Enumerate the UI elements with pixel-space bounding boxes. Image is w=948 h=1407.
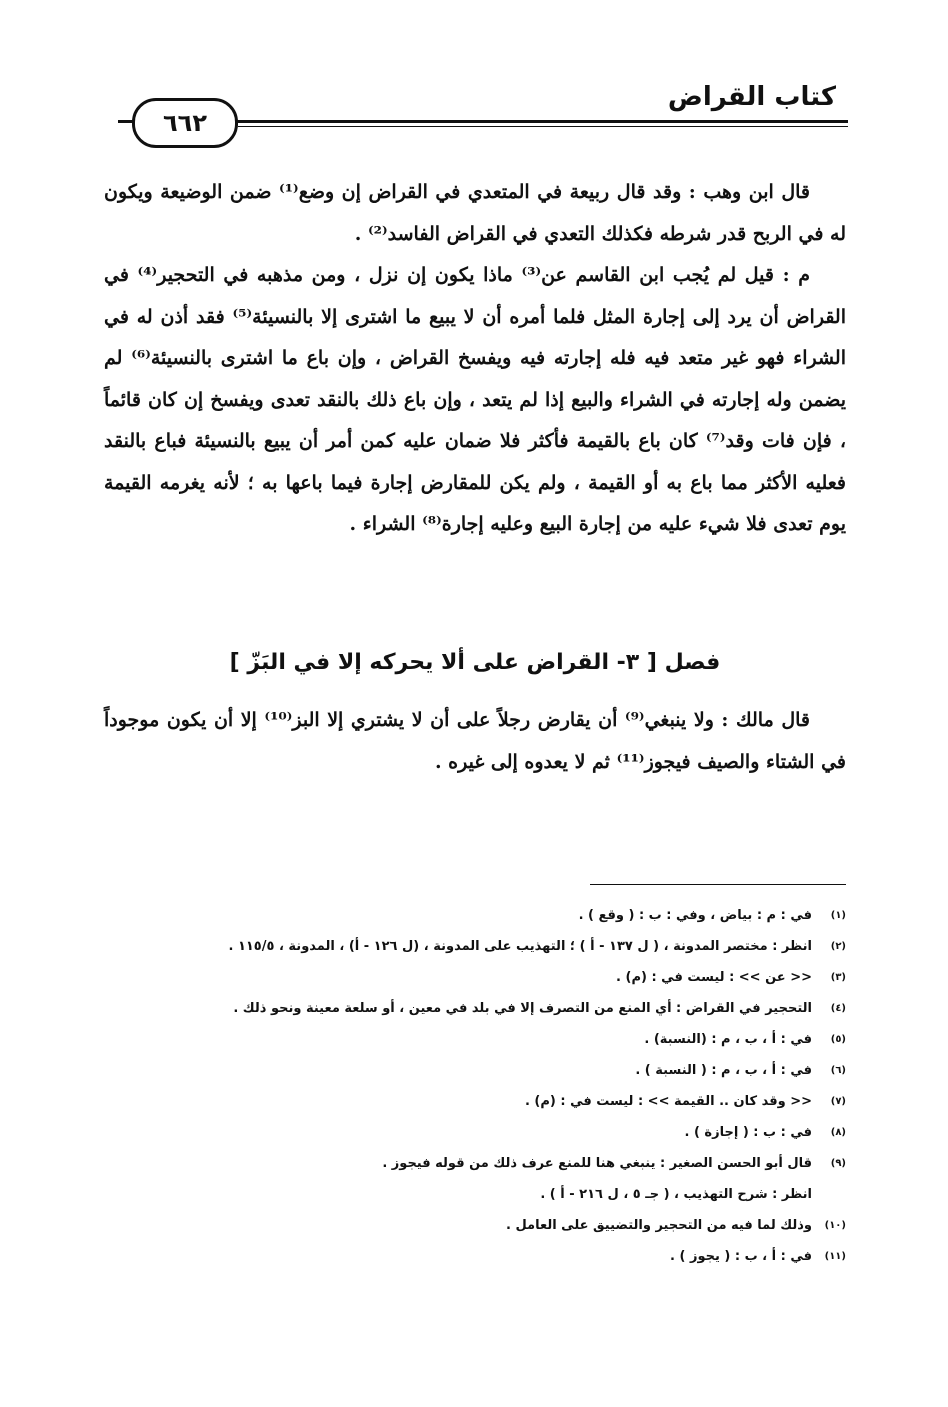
footnote-text: وذلك لما فيه من التحجير والتضييق على العامل . xyxy=(505,1218,812,1233)
footnote-number: (٤) xyxy=(830,1003,846,1014)
book-title: كتاب القراض xyxy=(662,82,842,112)
footnote-text: قال أبو الحسن الصغير : ينبغي هنا للمنع عرف ذلك من قوله فيجوز . xyxy=(382,1156,812,1171)
footnote-text: التحجير في القراض : أي المنع من التصرف إلا في بلد في معين ، أو سلعة معينة ونحو ذلك . xyxy=(233,1001,812,1016)
paragraph: م : قيل لم يُجب ابن القاسم عن⁽³⁾ ماذا يكون إن نزل ، ومن مذهبه في التحجير⁽⁴⁾ في القراض أن يرد إلى إجارة المثل فلما أمره أن لا يبيع ما اشترى إلا بالنسيئة⁽⁵⁾ فقد أذن له في الشراء فهو غير متعد فيه فله إجارته فيه ويفسخ القراض ، وإن باع ما اشترى بالنسيئة⁽⁶⁾ لم يضمن وله إجارته في الشراء والبيع إذا لم يتعد ، وإن باع ذلك بالنقد تعدى ويفسخ إن كان قائماً ، فإن فات وقد⁽⁷⁾ كان باع بالقيمة فأكثر فلا ضمان عليه كمن أمر أن يبيع بالنسيئة فباع بالنقد فعليه الأكثر مما باع به أو القيمة ، ولم يكن للمقارض إجارة فيما باعها به ؛ لأنه يغرمه القيمة يوم تعدى فلا شيء عليه من إجارة البيع وعليه إجارة⁽⁸⁾ الشراء . xyxy=(104,264,847,535)
footnote-number: (١٠) xyxy=(824,1220,846,1231)
footnote-text: في : أ ، ب ، م : (النسبة) . xyxy=(644,1032,812,1047)
footnote-text: في : أ ، ب ، م : ( النسبة ) . xyxy=(635,1063,812,1078)
footnote-text: << وقد كان .. القيمة >> : ليست في : (م) . xyxy=(524,1094,812,1109)
paragraph: قال ابن وهب : وقد قال ربيعة في المتعدي في القراض إن وضع⁽¹⁾ ضمن الوضيعة ويكون له في الربح قدر شرطه فكذلك التعدي في القراض الفاسد⁽²⁾ . xyxy=(104,181,846,245)
section-text xyxy=(104,700,846,783)
footnote xyxy=(110,1241,846,1272)
page-header xyxy=(118,82,848,152)
footnote xyxy=(110,1210,846,1241)
section-heading: فصل [ ٣- القراض على ألا يحركه إلا في البَزّ ] xyxy=(229,650,721,675)
footnote-text: في : أ ، ب : ( يجوز ) . xyxy=(670,1249,812,1264)
footnote xyxy=(110,1117,846,1148)
footnote-number: (٥) xyxy=(830,1034,846,1045)
header-rule-thin xyxy=(238,126,848,127)
footnote-continuation xyxy=(110,1179,846,1210)
footnote-text: في : ب : ( إجازة ) . xyxy=(684,1125,812,1140)
footnote-number: (٢) xyxy=(830,941,846,952)
footnotes xyxy=(110,900,846,1272)
footnote xyxy=(110,931,846,962)
footnote-number xyxy=(812,1179,846,1210)
footnote xyxy=(110,1148,846,1179)
footnote xyxy=(110,1055,846,1086)
footnote xyxy=(110,962,846,993)
footnote-number: (١) xyxy=(830,910,846,921)
footnote-text: انظر : شرح التهذيب ، ( جـ ٥ ، ل ٢١٦ - أ ) . xyxy=(540,1187,812,1202)
footnote-number: (٩) xyxy=(830,1158,846,1169)
main-text xyxy=(104,172,846,546)
footnote xyxy=(110,993,846,1024)
footnote-text: << عن >> : ليست في : (م) . xyxy=(616,970,812,985)
footnote xyxy=(110,1086,846,1117)
footnote-number: (٦) xyxy=(830,1065,846,1076)
footnote-text: انظر : مختصر المدونة ، ( ل ١٣٧ - أ ) ؛ التهذيب على المدونة ، (ل ١٢٦ - أ) ، المدونة ، ١١٥/٥ . xyxy=(228,939,812,954)
footnote-number: (٣) xyxy=(830,972,846,983)
footnote xyxy=(110,1024,846,1055)
footnote-text: في : م : بياض ، وفي : ب : ( وقع ) . xyxy=(578,908,812,923)
footnote xyxy=(110,900,846,931)
paragraph: قال مالك : ولا ينبغي⁽⁹⁾ أن يقارض رجلاً على أن لا يشتري إلا البز⁽¹⁰⁾ إلا أن يكون موجوداً في الشتاء والصيف فيجوز⁽¹¹⁾ ثم لا يعدوه إلى غيره . xyxy=(104,709,846,773)
footnote-number: (٧) xyxy=(830,1096,846,1107)
page-number: ٦٦٢ xyxy=(132,98,238,148)
footnote-separator xyxy=(590,884,846,885)
footnote-number: (٨) xyxy=(830,1127,846,1138)
footnote-number: (١١) xyxy=(824,1251,846,1262)
